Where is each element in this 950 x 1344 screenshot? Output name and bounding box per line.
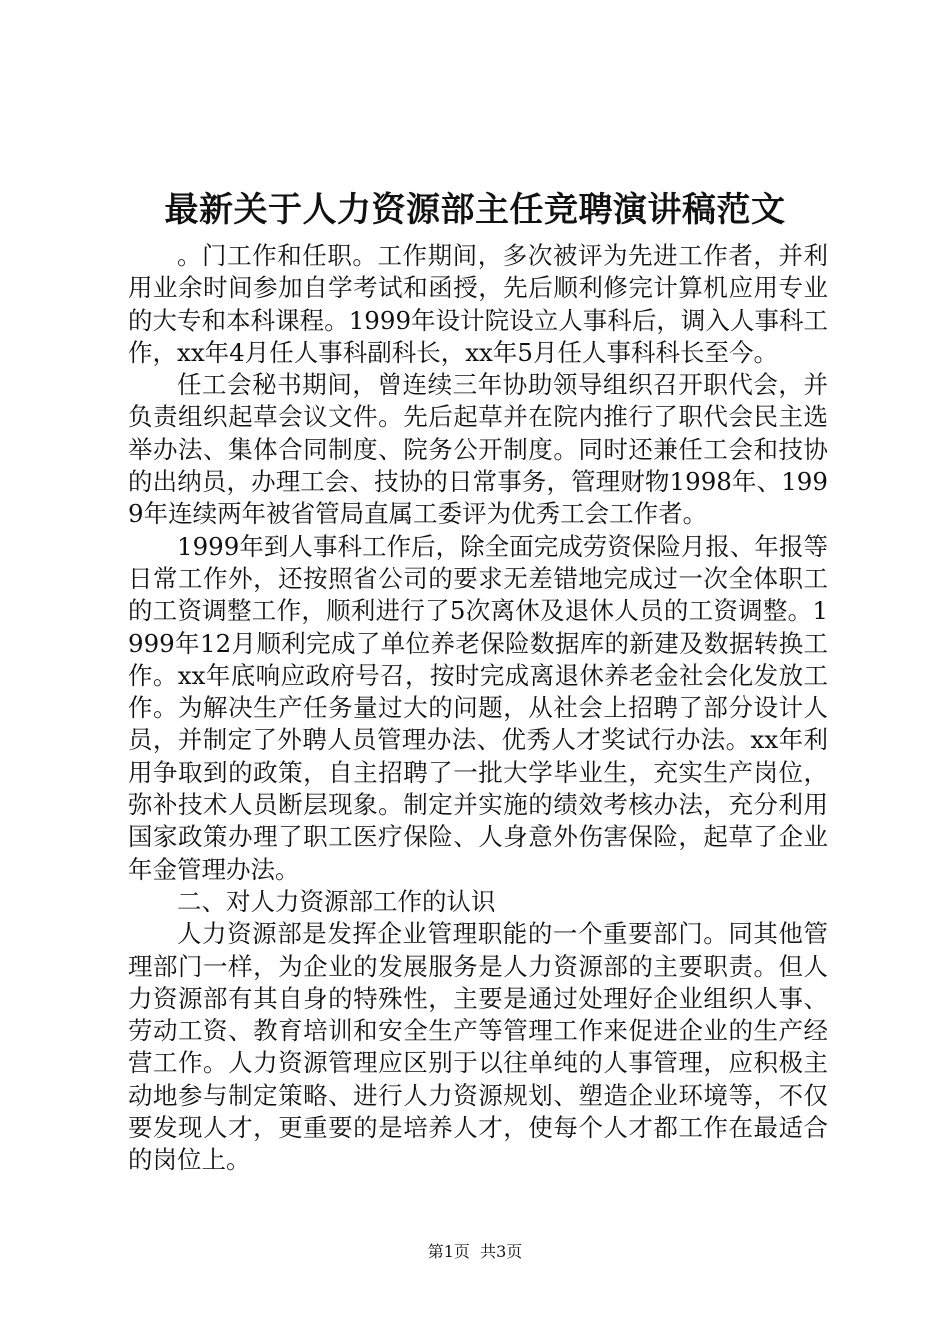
document-title: 最新关于人力资源部主任竞聘演讲稿范文 <box>164 190 786 230</box>
paragraph-hr-understanding: 人力资源部是发挥企业管理职能的一个重要部门。同其他管理部门一样，为企业的发展服务是人力资源部的主要职责。但人力资源部有其自身的特殊性，主要是通过处理好企业组织人事、劳动工资、教育培训和安全生产等管理工作来促进企业的生产经营工作。人力资源管理应区别于以往单纯的人事管理，应积极主动地参与制定策略、进行人力资源规划、塑造企业环境等，不仅要发现人才，更重要的是培养人才，使每个人才都工作在最适合的岗位上。 <box>128 919 828 1175</box>
page-footer: 第1页 共3页 <box>427 1242 523 1261</box>
paragraph-personnel-work: 1999年到人事科工作后，除全面完成劳资保险月报、年报等日常工作外，还按照省公司的要求无差错地完成过一次全体职工的工资调整工作，顺利进行了5次离休及退休人员的工资调整。1999年12月顺利完成了单位养老保险数据库的新建及数据转换工作。xx年底响应政府号召，按时完成离退休养老金社会化发放工作。为解决生产任务量过大的问题，从社会上招聘了部分设计人员，并制定了外聘人员管理办法、优秀人才奖试行办法。xx年利用争取到的政策，自主招聘了一批大学毕业生，充实生产岗位，弥补技术人员断层现象。制定并实施的绩效考核办法，充分利用国家政策办理了职工医疗保险、人身意外伤害保险，起草了企业年金管理办法。 <box>128 531 828 884</box>
paragraph-union-secretary: 任工会秘书期间，曾连续三年协助领导组织召开职代会，并负责组织起草会议文件。先后起草并在院内推行了职代会民主选举办法、集体合同制度、院务公开制度。同时还兼任工会和技协的出纳员，办理工会、技协的日常事务，管理财物1998年、1999年连续两年被省管局直属工委评为优秀工会工作者。 <box>128 370 828 529</box>
paragraph-work-history: 。门工作和任职。工作期间，多次被评为先进工作者，并利用业余时间参加自学考试和函授，先后顺利修完计算机应用专业的大专和本科课程。1999年设计院设立人事科后，调入人事科工作，xx年4月任人事科副科长，xx年5月任人事科科长至今。 <box>128 241 828 367</box>
section-heading: 二、对人力资源部工作的认识 <box>177 886 496 916</box>
document-body <box>128 240 828 1177</box>
